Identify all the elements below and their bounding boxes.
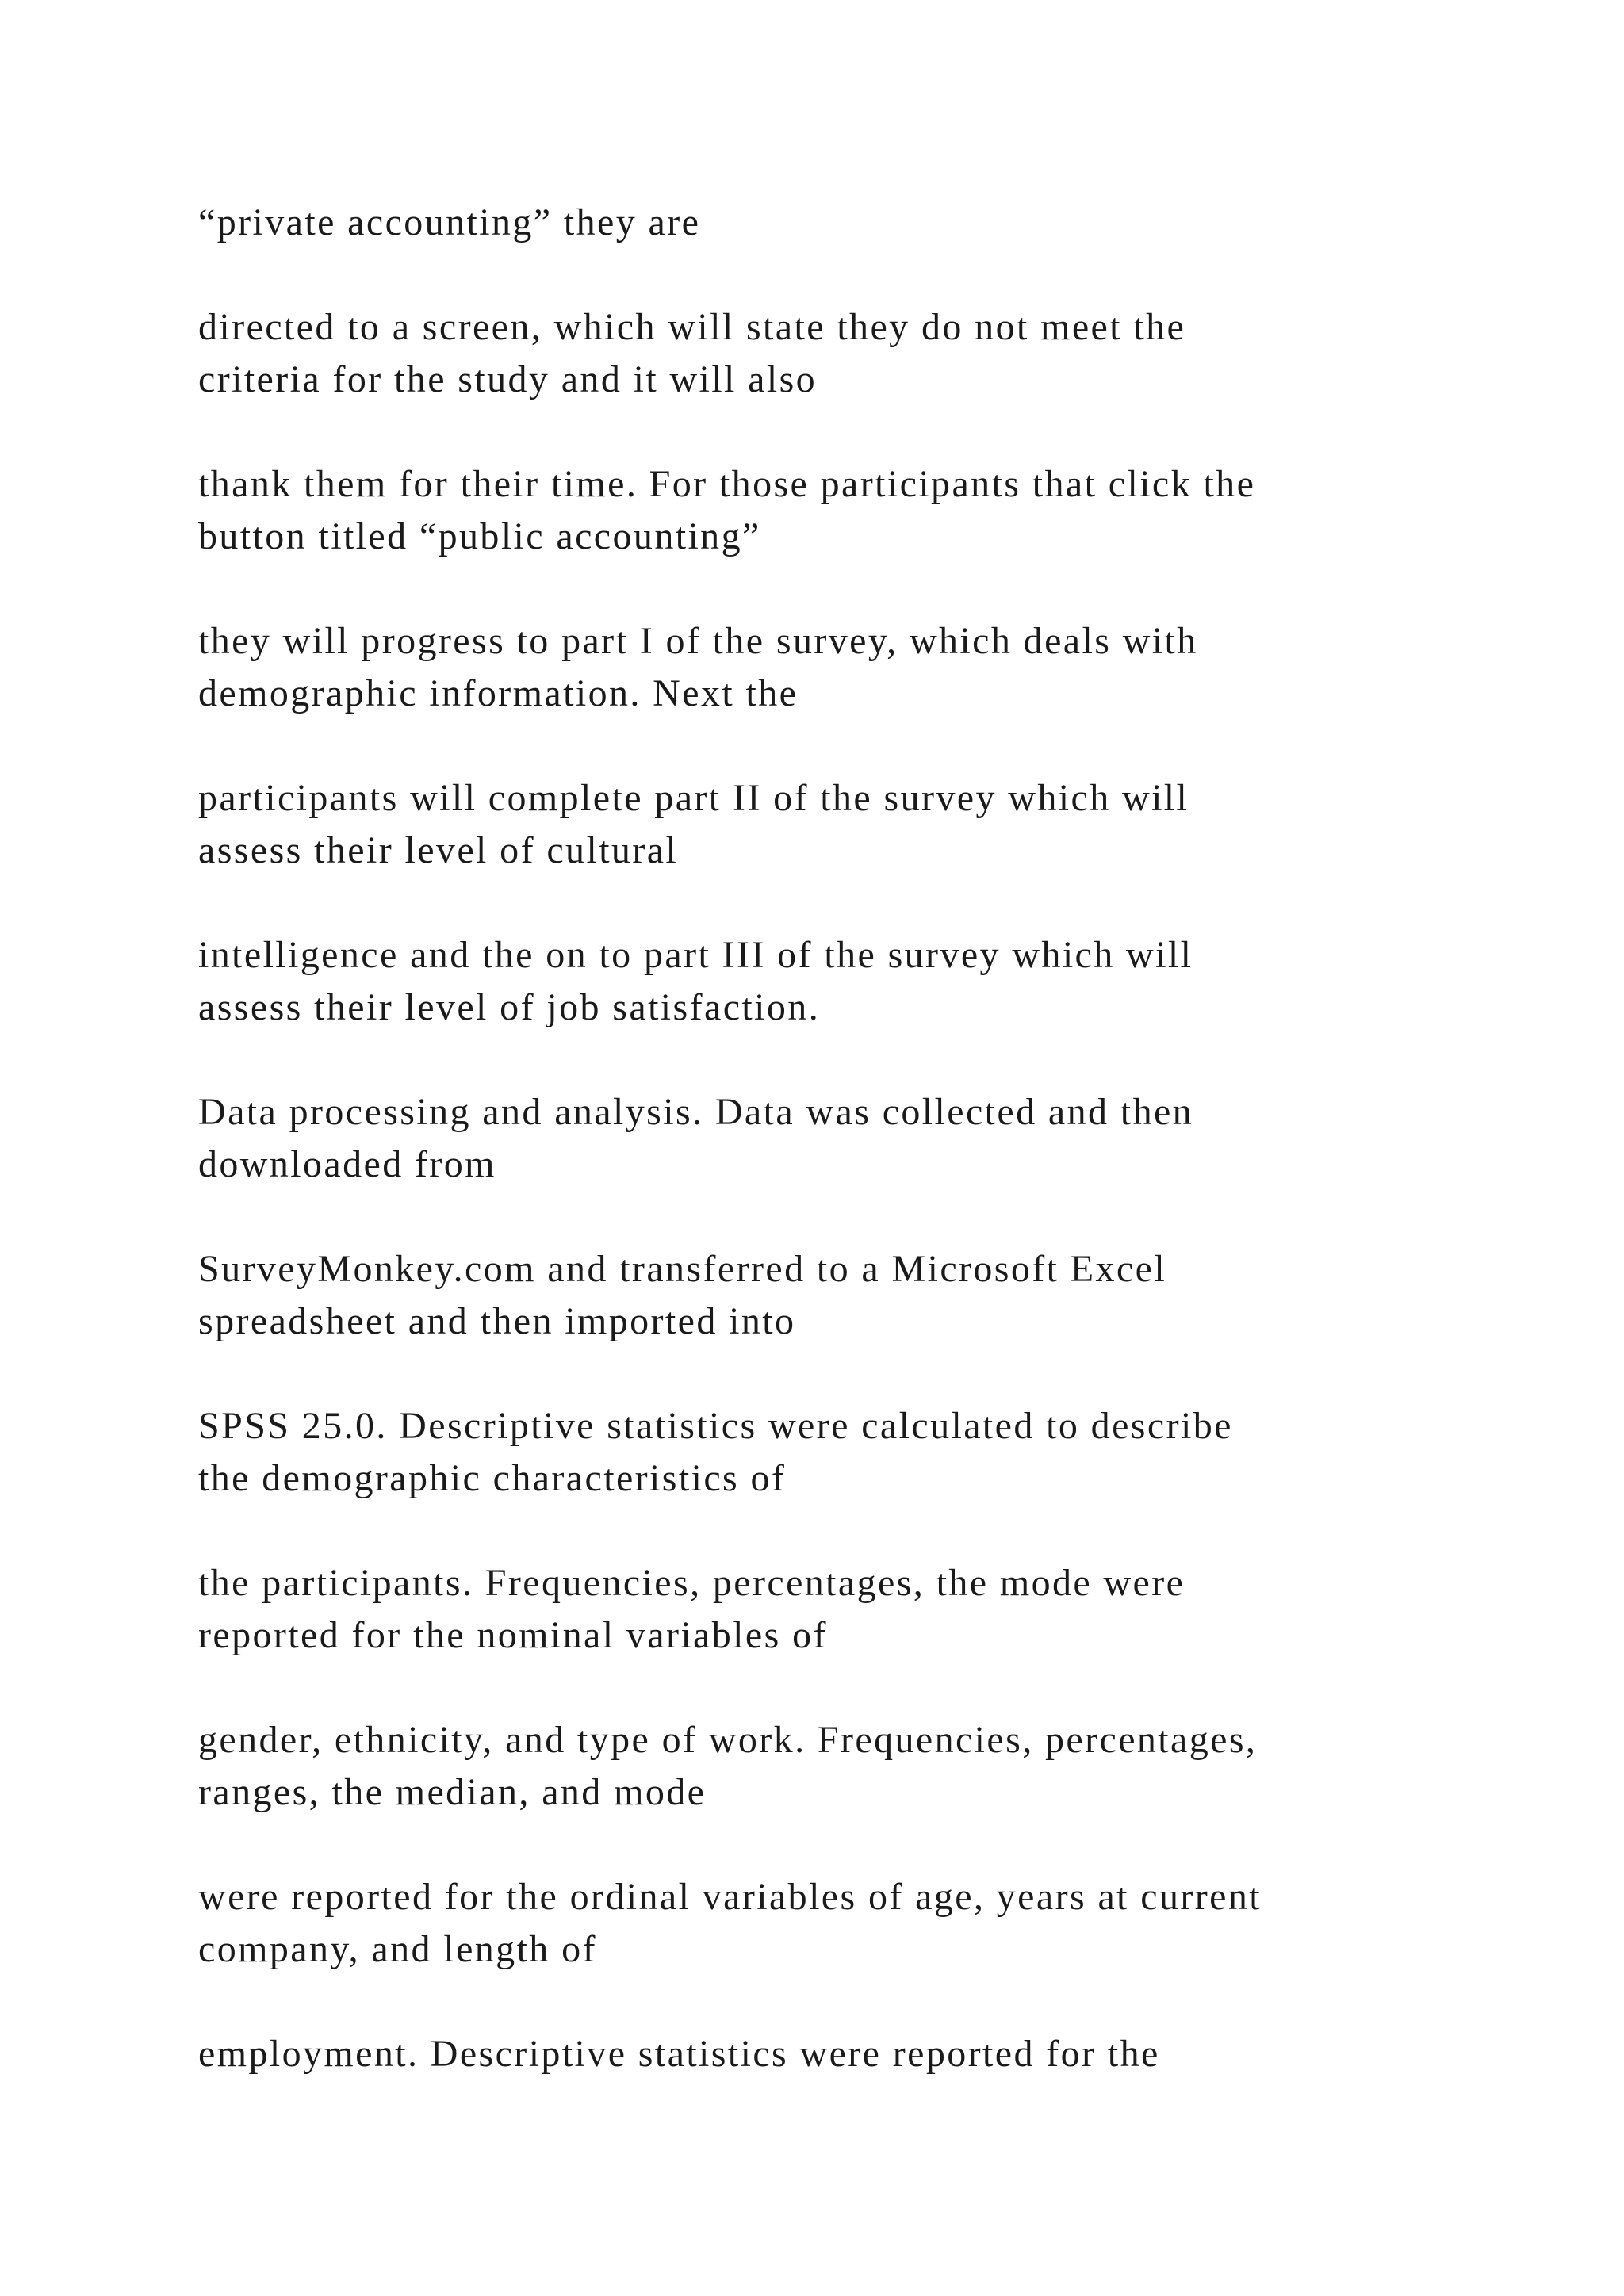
paragraph-11: [198, 1714, 1435, 1819]
text-line: downloaded from: [198, 1143, 496, 1185]
text-line: the demographic characteristics of: [198, 1457, 787, 1499]
paragraph-1: [198, 197, 1435, 249]
text-line: SPSS 25.0. Descriptive statistics were calculated to describe: [198, 1405, 1233, 1447]
text-line: spreadsheet and then imported into: [198, 1300, 796, 1342]
paragraph-10: [198, 1557, 1435, 1662]
paragraph-9: [198, 1400, 1435, 1505]
paragraph-12: [198, 1871, 1435, 1976]
text-line: assess their level of cultural: [198, 829, 679, 871]
text-line: gender, ethnicity, and type of work. Frequencies, percentages,: [198, 1719, 1258, 1761]
paragraph-5: [198, 772, 1435, 877]
text-line: directed to a screen, which will state they do not meet the: [198, 306, 1186, 348]
text-line: reported for the nominal variables of: [198, 1614, 828, 1656]
text-line: thank them for their time. For those participants that click the: [198, 463, 1256, 505]
text-line: intelligence and the on to part III of the survey which will: [198, 934, 1193, 976]
paragraph-13: [198, 2028, 1435, 2080]
body-text: [198, 197, 1435, 2133]
text-line: SurveyMonkey.com and transferred to a Microsoft Excel: [198, 1248, 1167, 1290]
text-line: Data processing and analysis. Data was collected and then: [198, 1091, 1194, 1133]
text-line: they will progress to part I of the survey, which deals with: [198, 620, 1198, 662]
paragraph-7: [198, 1086, 1435, 1191]
text-line: criteria for the study and it will also: [198, 358, 818, 400]
text-line: button titled “public accounting”: [198, 515, 761, 557]
paragraph-4: [198, 615, 1435, 720]
text-line: employment. Descriptive statistics were reported for the: [198, 2033, 1160, 2075]
text-line: participants will complete part II of the survey which will: [198, 777, 1189, 819]
paragraph-3: [198, 458, 1435, 563]
text-line: were reported for the ordinal variables of age, years at current: [198, 1876, 1262, 1918]
text-line: company, and length of: [198, 1928, 597, 1970]
paragraph-6: [198, 929, 1435, 1034]
text-line: ranges, the median, and mode: [198, 1771, 707, 1813]
paragraph-8: [198, 1243, 1435, 1348]
text-line: assess their level of job satisfaction.: [198, 986, 821, 1028]
paragraph-2: [198, 301, 1435, 406]
text-line: “private accounting” they are: [198, 201, 701, 243]
text-line: demographic information. Next the: [198, 672, 799, 714]
text-line: the participants. Frequencies, percentages, the mode were: [198, 1562, 1185, 1604]
